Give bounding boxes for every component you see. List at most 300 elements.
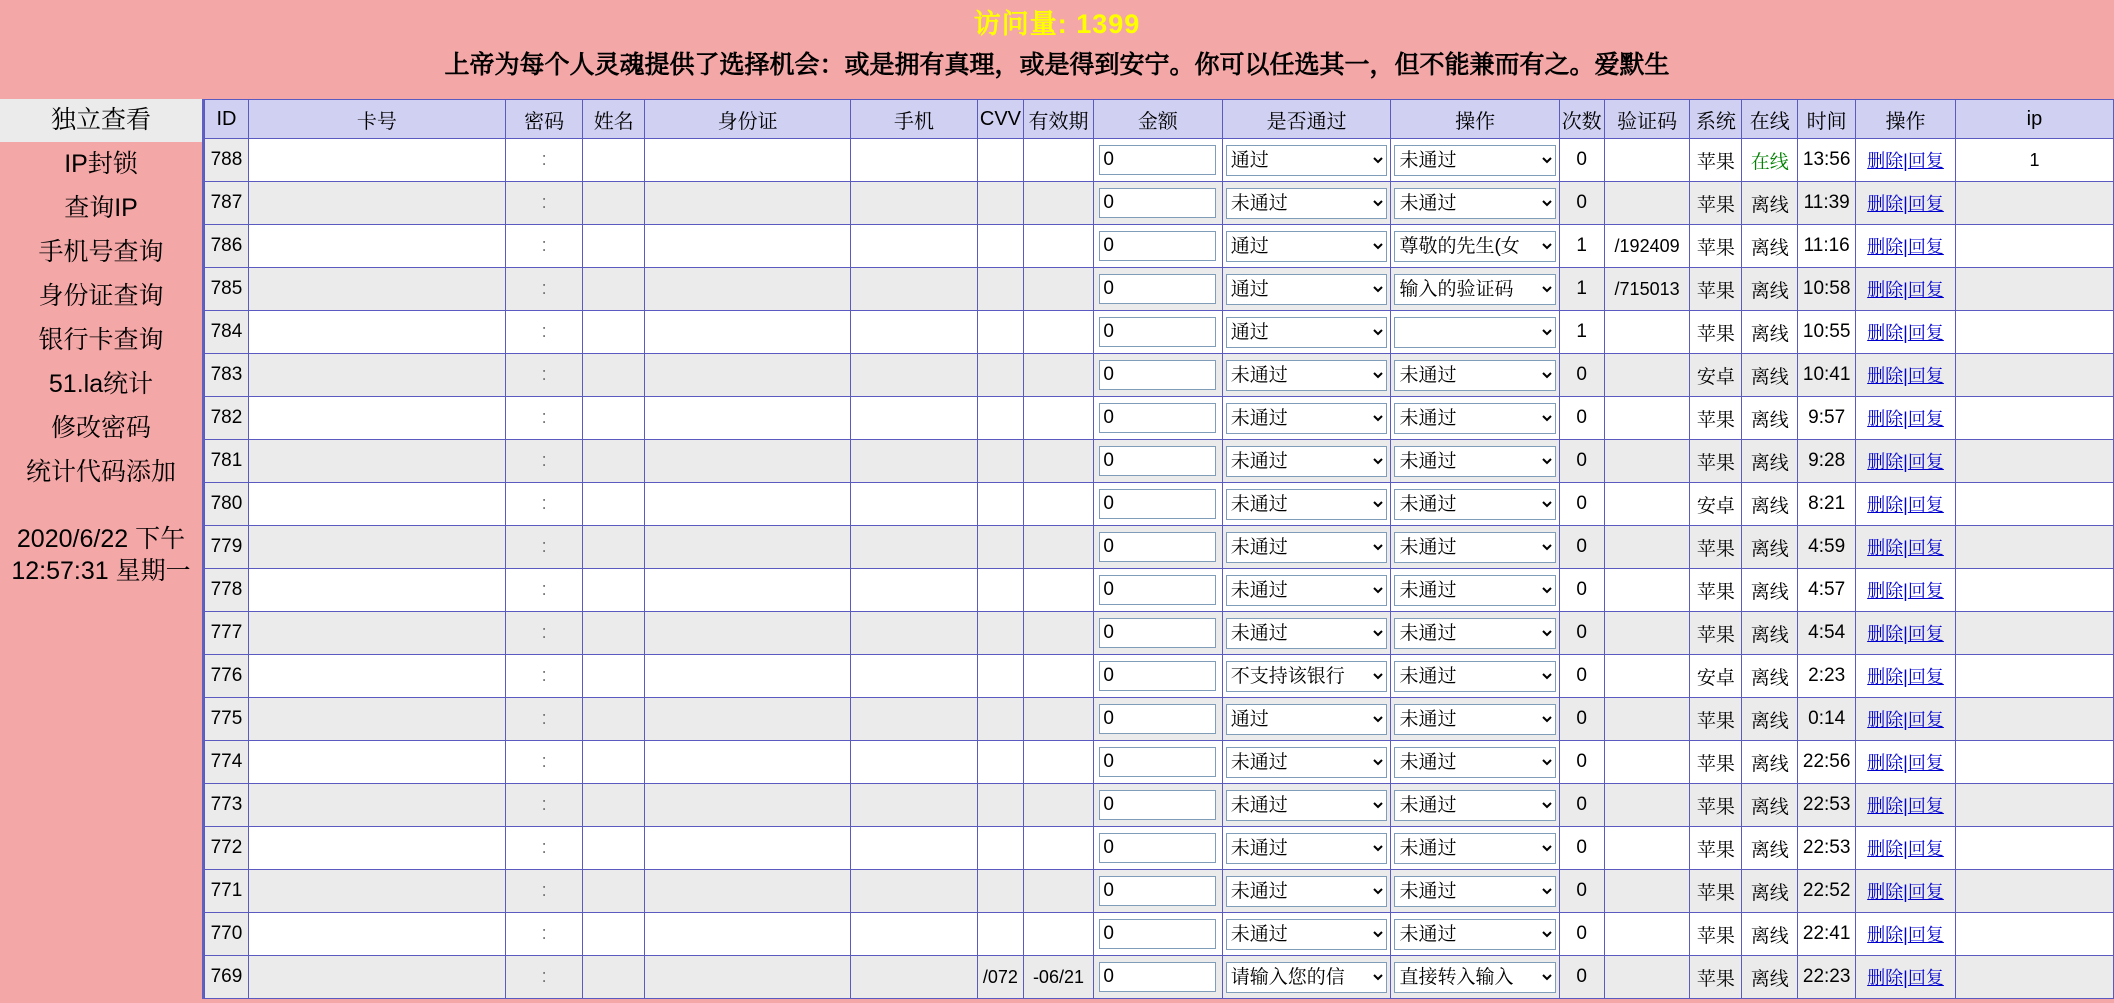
reply-link[interactable]: 回复 [1907,882,1944,902]
cell-validity [1024,311,1094,354]
cell-time: 10:58 [1798,268,1856,311]
cell-phone [851,741,978,784]
cell-actions [1856,397,1956,440]
cell-phone [851,311,978,354]
cell-online [1742,182,1798,225]
masked-value: : [541,364,547,384]
cell-ip [1955,698,2113,741]
masked-value: : [541,235,547,255]
cell-validity [1024,182,1094,225]
operation-select[interactable] [1394,833,1555,864]
cell-name [583,612,645,655]
reply-link[interactable]: 回复 [1907,151,1944,171]
cell-idcard [645,483,851,526]
cell-cvv [977,698,1023,741]
cell-id: 780 [205,483,249,526]
sidebar-item-id-query[interactable]: 身份证查询 [0,275,202,319]
masked-value: : [541,751,547,771]
row-actions [1867,194,1944,215]
operation-select[interactable] [1394,790,1555,821]
cell-system: 苹果 [1690,870,1742,913]
delete-link[interactable]: 删除 [1867,882,1904,902]
cell-time: 4:57 [1798,569,1856,612]
cell-id: 786 [205,225,249,268]
sidebar-item-独立查看[interactable]: 独立查看 [0,99,202,143]
amount-input[interactable] [1099,274,1216,304]
cell-cardno [248,741,505,784]
sidebar-item-bankcard-query[interactable]: 银行卡查询 [0,319,202,363]
pass-status-select[interactable] [1226,704,1388,735]
operation-select[interactable] [1394,446,1555,477]
table-row [205,182,2114,225]
cell-time: 9:57 [1798,397,1856,440]
cell-phone [851,569,978,612]
delete-link[interactable]: 删除 [1867,581,1904,601]
masked-value [658,151,837,165]
cell-operation [1391,440,1559,483]
cell-passed [1222,741,1391,784]
pass-status-select[interactable] [1226,403,1388,434]
cell-time: 0:14 [1798,698,1856,741]
sidebar-item-phone-query[interactable]: 手机号查询 [0,231,202,275]
cell-validity: -06/21 [1024,956,1094,999]
cell-cardno [248,569,505,612]
online-status: 离线 [1750,925,1789,947]
cell-ip [1955,268,2113,311]
cell-system: 苹果 [1690,440,1742,483]
masked-value [658,366,837,380]
delete-link[interactable]: 删除 [1867,796,1904,816]
amount-input[interactable] [1099,661,1216,691]
cell-validity [1024,354,1094,397]
masked-value: : [541,407,547,427]
row-actions [1867,151,1944,172]
delete-link[interactable]: 删除 [1867,151,1904,171]
reply-link[interactable]: 回复 [1907,366,1944,386]
action-separator: | [1903,194,1908,214]
amount-input[interactable] [1099,962,1216,992]
cell-system: 苹果 [1690,913,1742,956]
cell-phone [851,827,978,870]
pass-status-select[interactable] [1226,919,1388,950]
cell-name [583,569,645,612]
reply-link[interactable]: 回复 [1907,409,1944,429]
masked-value [658,194,837,208]
cell-idcard [645,139,851,182]
cell-phone [851,655,978,698]
amount-input[interactable] [1099,489,1216,519]
cell-online [1742,956,1798,999]
delete-link[interactable]: 删除 [1867,839,1904,859]
cell-count: 1 [1559,268,1604,311]
operation-select[interactable] [1394,403,1555,434]
cell-count: 0 [1559,784,1604,827]
cell-password [505,268,583,311]
cell-password [505,913,583,956]
amount-input[interactable] [1099,876,1216,906]
pass-status-select[interactable] [1226,661,1388,692]
operation-select[interactable] [1394,575,1555,606]
online-status: 离线 [1750,839,1789,861]
operation-select[interactable] [1394,532,1555,563]
operation-select[interactable] [1394,704,1555,735]
amount-input[interactable] [1099,575,1216,605]
cell-verifycode [1604,182,1690,225]
online-status: 离线 [1750,796,1789,818]
delete-link[interactable]: 删除 [1867,323,1904,343]
cell-count: 0 [1559,698,1604,741]
col-header-name: 姓名 [583,100,645,139]
cell-cvv: /072 [977,956,1023,999]
row-actions [1867,839,1944,860]
cell-count: 1 [1559,311,1604,354]
cell-online [1742,784,1798,827]
cell-cardno [248,655,505,698]
cell-id: 776 [205,655,249,698]
cell-verifycode [1604,913,1690,956]
cell-count: 0 [1559,870,1604,913]
cell-idcard [645,784,851,827]
delete-link[interactable]: 删除 [1867,968,1904,988]
online-status: 离线 [1750,452,1789,474]
cell-system: 苹果 [1690,698,1742,741]
table-row [205,483,2114,526]
col-header-online: 在线 [1742,100,1798,139]
row-actions [1867,409,1944,430]
cell-operation [1391,354,1559,397]
amount-input[interactable] [1099,532,1216,562]
operation-select[interactable] [1394,145,1555,176]
row-actions [1867,624,1944,645]
online-status: 离线 [1750,194,1789,216]
masked-value [264,839,489,853]
pass-status-select[interactable] [1226,446,1388,477]
masked-value: : [541,923,547,943]
amount-input[interactable] [1099,790,1216,820]
masked-value [264,753,489,767]
reply-link[interactable]: 回复 [1907,667,1944,687]
operation-select[interactable] [1394,876,1555,907]
reply-link[interactable]: 回复 [1907,581,1944,601]
cell-count: 0 [1559,612,1604,655]
cell-phone [851,526,978,569]
masked-value [264,624,489,638]
cell-password [505,397,583,440]
cell-id: 770 [205,913,249,956]
cell-actions [1856,139,1956,182]
delete-link[interactable]: 删除 [1867,624,1904,644]
cell-count: 0 [1559,397,1604,440]
operation-select[interactable] [1394,274,1555,305]
masked-value [264,237,489,251]
masked-value [658,753,837,767]
pass-status-select[interactable] [1226,962,1388,993]
reply-link[interactable]: 回复 [1907,194,1944,214]
reply-link[interactable]: 回复 [1907,495,1944,515]
cell-cardno [248,827,505,870]
cell-actions [1856,526,1956,569]
online-status: 离线 [1750,968,1789,990]
action-separator: | [1903,882,1908,902]
cell-verifycode [1604,311,1690,354]
online-status: 在线 [1750,151,1789,173]
cell-password [505,311,583,354]
delete-link[interactable]: 删除 [1867,194,1904,214]
reply-link[interactable]: 回复 [1907,710,1944,730]
row-actions [1867,237,1944,258]
cell-name [583,311,645,354]
cell-validity [1024,612,1094,655]
reply-link[interactable]: 回复 [1907,323,1944,343]
cell-system: 苹果 [1690,225,1742,268]
cell-cardno [248,139,505,182]
amount-input[interactable] [1099,188,1216,218]
reply-link[interactable]: 回复 [1907,624,1944,644]
action-separator: | [1903,452,1908,472]
cell-cvv [977,311,1023,354]
table-row [205,139,2114,182]
cell-time: 22:41 [1798,913,1856,956]
operation-select[interactable] [1394,317,1555,348]
cell-phone [851,913,978,956]
sidebar-item-add-stat-code[interactable]: 统计代码添加 [0,451,202,495]
cell-amount [1093,354,1222,397]
records-table [204,99,2114,999]
reply-link[interactable]: 回复 [1907,968,1944,988]
sidebar-item-query-ip[interactable]: 查询IP [0,187,202,231]
pass-status-select[interactable] [1226,317,1388,348]
delete-link[interactable]: 删除 [1867,280,1904,300]
cell-count: 1 [1559,225,1604,268]
cell-amount [1093,440,1222,483]
top-banner [0,0,2114,99]
masked-value [264,796,489,810]
operation-select[interactable] [1394,188,1555,219]
delete-link[interactable]: 删除 [1867,366,1904,386]
quote-text: 上帝为每个人灵魂提供了选择机会：或是拥有真理，或是得到安宁。你可以任选其一，但不能兼而有之。爱默生 [444,51,1670,79]
amount-input[interactable] [1099,833,1216,863]
delete-link[interactable]: 删除 [1867,237,1904,257]
amount-input[interactable] [1099,231,1216,261]
cell-name [583,182,645,225]
pass-status-select[interactable] [1226,876,1388,907]
sidebar-item-51la-stats[interactable]: 51.la统计 [0,363,202,407]
pass-status-select[interactable] [1226,188,1388,219]
delete-link[interactable]: 删除 [1867,753,1904,773]
cell-actions [1856,268,1956,311]
cell-passed [1222,182,1391,225]
cell-passed [1222,784,1391,827]
reply-link[interactable]: 回复 [1907,280,1944,300]
cell-password [505,870,583,913]
masked-value: : [541,536,547,556]
cell-count: 0 [1559,526,1604,569]
cell-actions [1856,440,1956,483]
online-status: 离线 [1750,280,1789,302]
cell-cardno [248,397,505,440]
cell-id: 782 [205,397,249,440]
amount-input[interactable] [1099,360,1216,390]
amount-input[interactable] [1099,446,1216,476]
cell-password [505,698,583,741]
masked-value: : [541,966,547,986]
operation-select[interactable] [1394,360,1555,391]
delete-link[interactable]: 删除 [1867,409,1904,429]
pass-status-select[interactable] [1226,833,1388,864]
table-body [205,139,2114,999]
cell-amount [1093,784,1222,827]
operation-select[interactable] [1394,919,1555,950]
operation-select[interactable] [1394,962,1555,993]
pass-status-select[interactable] [1226,360,1388,391]
sidebar-item-ip-block[interactable]: IP封锁 [0,143,202,187]
cell-password [505,784,583,827]
pass-status-select[interactable] [1226,747,1388,778]
cell-name [583,956,645,999]
pass-status-select[interactable] [1226,145,1388,176]
cell-operation [1391,827,1559,870]
amount-input[interactable] [1099,704,1216,734]
cell-amount [1093,913,1222,956]
cell-amount [1093,225,1222,268]
cell-time: 22:53 [1798,827,1856,870]
cell-cvv [977,483,1023,526]
cell-id: 777 [205,612,249,655]
pass-status-select[interactable] [1226,274,1388,305]
cell-time: 2:23 [1798,655,1856,698]
cell-name [583,225,645,268]
masked-value: : [541,794,547,814]
operation-select[interactable] [1394,661,1555,692]
cell-cardno [248,913,505,956]
cell-amount [1093,698,1222,741]
cell-idcard [645,698,851,741]
masked-value [264,882,489,896]
cell-ip [1955,956,2113,999]
operation-select[interactable] [1394,747,1555,778]
amount-input[interactable] [1099,317,1216,347]
operation-select[interactable] [1394,489,1555,520]
cell-operation [1391,397,1559,440]
cell-ip [1955,225,2113,268]
cell-phone [851,225,978,268]
cell-amount [1093,655,1222,698]
reply-link[interactable]: 回复 [1907,538,1944,558]
masked-value [264,710,489,724]
cell-idcard [645,827,851,870]
delete-link[interactable]: 删除 [1867,710,1904,730]
reply-link[interactable]: 回复 [1907,753,1944,773]
cell-system: 苹果 [1690,526,1742,569]
cell-cvv [977,827,1023,870]
delete-link[interactable]: 删除 [1867,925,1904,945]
masked-value: : [541,579,547,599]
cell-cvv [977,526,1023,569]
amount-input[interactable] [1099,403,1216,433]
operation-select[interactable] [1394,231,1555,262]
delete-link[interactable]: 删除 [1867,667,1904,687]
masked-value [264,194,489,208]
operation-select[interactable] [1394,618,1555,649]
amount-input[interactable] [1099,919,1216,949]
reply-link[interactable]: 回复 [1907,452,1944,472]
cell-phone [851,483,978,526]
cell-system: 苹果 [1690,956,1742,999]
amount-input[interactable] [1099,145,1216,175]
cell-actions [1856,354,1956,397]
masked-value: : [541,880,547,900]
online-status: 离线 [1750,495,1789,517]
cell-verifycode [1604,569,1690,612]
cell-system: 安卓 [1690,483,1742,526]
amount-input[interactable] [1099,618,1216,648]
records-table-area [202,99,2114,999]
sidebar-item-change-password[interactable]: 修改密码 [0,407,202,451]
cell-verifycode: /715013 [1604,268,1690,311]
cell-online [1742,827,1798,870]
amount-input[interactable] [1099,747,1216,777]
body-wrapper [0,99,2114,999]
row-actions [1867,581,1944,602]
row-actions [1867,538,1944,559]
cell-cardno [248,225,505,268]
table-row [205,440,2114,483]
masked-value: : [541,450,547,470]
cell-passed [1222,139,1391,182]
pass-status-select[interactable] [1226,790,1388,821]
reply-link[interactable]: 回复 [1907,839,1944,859]
cell-name [583,526,645,569]
cell-system: 安卓 [1690,354,1742,397]
cell-time: 22:56 [1798,741,1856,784]
online-status: 离线 [1750,409,1789,431]
delete-link[interactable]: 删除 [1867,452,1904,472]
online-status: 离线 [1750,538,1789,560]
pass-status-select[interactable] [1226,618,1388,649]
cell-count: 0 [1559,655,1604,698]
cell-id: 778 [205,569,249,612]
cell-passed [1222,311,1391,354]
cell-id: 774 [205,741,249,784]
cell-online [1742,741,1798,784]
cell-time: 22:52 [1798,870,1856,913]
delete-link[interactable]: 删除 [1867,538,1904,558]
reply-link[interactable]: 回复 [1907,925,1944,945]
delete-link[interactable]: 删除 [1867,495,1904,515]
pass-status-select[interactable] [1226,532,1388,563]
cell-cvv [977,397,1023,440]
cell-amount [1093,311,1222,354]
col-header-amount: 金额 [1093,100,1222,139]
pass-status-select[interactable] [1226,489,1388,520]
masked-value [658,624,837,638]
reply-link[interactable]: 回复 [1907,237,1944,257]
bottom-strip [0,999,2114,1003]
cell-operation [1391,612,1559,655]
row-actions [1867,753,1944,774]
cell-phone [851,784,978,827]
masked-value [658,667,837,681]
cell-online [1742,655,1798,698]
reply-link[interactable]: 回复 [1907,796,1944,816]
pass-status-select[interactable] [1226,231,1388,262]
cell-operation [1391,913,1559,956]
cell-idcard [645,655,851,698]
cell-passed [1222,870,1391,913]
table-row [205,784,2114,827]
masked-value [264,452,489,466]
pass-status-select[interactable] [1226,575,1388,606]
